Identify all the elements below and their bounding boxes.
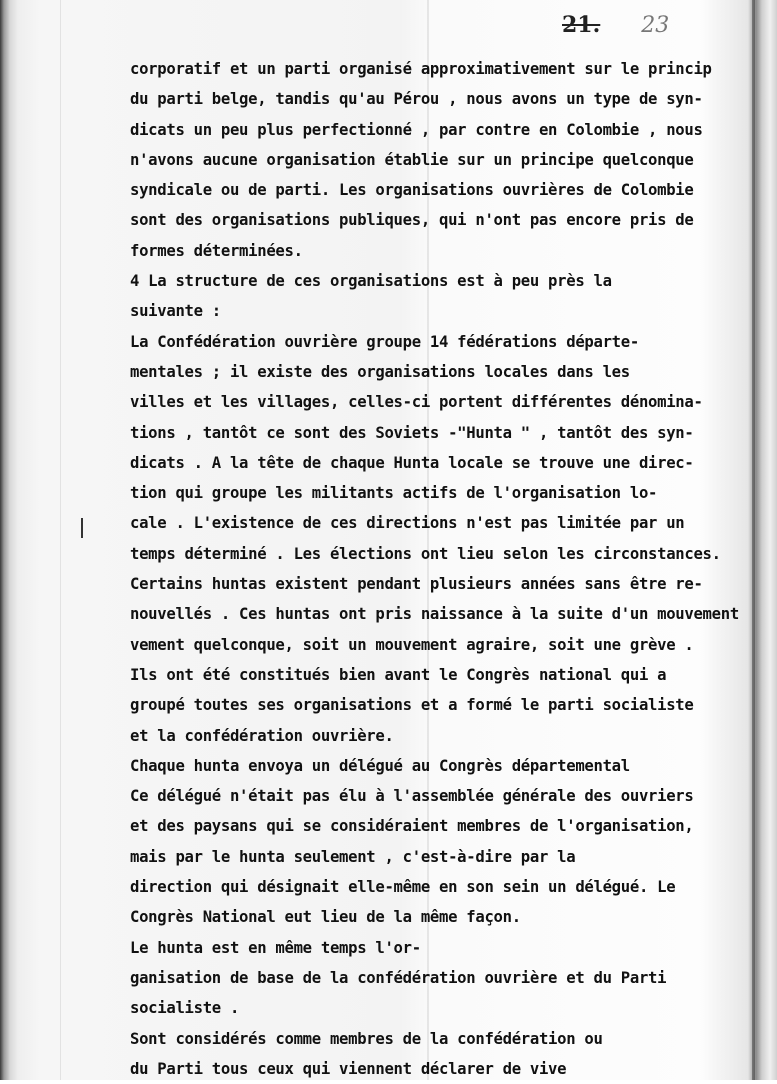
text-line: direction qui désignait elle-même en son sein un délégué. Le <box>130 878 676 897</box>
text-line: mentales ; il existe des organisations locales dans les <box>130 362 630 381</box>
text-line: sont des organisations publiques, qui n'ont pas encore pris de <box>130 211 694 230</box>
scan-streak <box>60 0 61 1080</box>
text-line: 4 La structure de ces organisations est à peu près la <box>130 272 612 291</box>
text-line: nouvellés . Ces huntas ont pris naissance à la suite d'un mouvement <box>130 605 739 624</box>
text-line: formes déterminées. <box>130 241 303 260</box>
text-line: Certains huntas existent pendant plusieurs années sans être re- <box>130 575 703 594</box>
text-line: tion qui groupe les militants actifs de l'organisation lo- <box>130 484 658 503</box>
text-line: groupé toutes ses organisations et a formé le parti socialiste <box>130 696 694 715</box>
text-line: et la confédération ouvrière. <box>130 726 394 745</box>
text-line: suivante : <box>130 302 221 321</box>
text-line: Ce délégué n'était pas élu à l'assemblée générale des ouvriers <box>130 787 694 806</box>
page-number-struck: 21. <box>562 12 601 38</box>
text-line: cale . L'existence de ces directions n'est pas limitée par un <box>130 514 685 533</box>
text-line: mais par le hunta seulement , c'est-à-dire par la <box>130 847 576 866</box>
text-line: Le hunta est en même temps l'or- <box>130 938 421 957</box>
text-line: ganisation de base de la confédération ouvrière et du Parti <box>130 968 667 987</box>
text-line: syndicale ou de parti. Les organisations ouvrières de Colombie <box>130 181 694 200</box>
text-line: tions , tantôt ce sont des Soviets -"Hunta " , tantôt des syn- <box>130 423 694 442</box>
text-line: villes et les villages, celles-ci portent différentes dénomina- <box>130 393 703 412</box>
text-line: socialiste . <box>130 999 240 1018</box>
typed-document-body <box>130 54 739 1084</box>
text-line: dicats . A la tête de chaque Hunta locale se trouve une direc- <box>130 453 694 472</box>
margin-mark <box>81 518 83 538</box>
text-line: corporatif et un parti organisé approximativement sur le princip <box>130 60 712 78</box>
text-line: du Parti tous ceux qui viennent déclarer de vive <box>130 1059 567 1078</box>
text-line: Ils ont été constitués bien avant le Congrès national qui a <box>130 665 667 684</box>
text-line: La Confédération ouvrière groupe 14 fédérations départe- <box>130 332 639 351</box>
text-line: Chaque hunta envoya un délégué au Congrès départemental <box>130 756 630 775</box>
text-line: du parti belge, tandis qu'au Pérou , nous avons un type de syn- <box>130 90 703 109</box>
scan-streak <box>752 0 755 1080</box>
text-line: vement quelconque, soit un mouvement agraire, soit une grève . <box>130 635 694 654</box>
text-line: temps déterminé . Les élections ont lieu selon les circonstances. <box>130 544 721 563</box>
text-line: Sont considérés comme membres de la confédération ou <box>130 1029 603 1048</box>
text-line: dicats un peu plus perfectionné , par contre en Colombie , nous <box>130 120 703 139</box>
page-number <box>562 12 669 38</box>
text-line: Congrès National eut lieu de la même façon. <box>130 908 521 927</box>
text-line: n'avons aucune organisation établie sur un principe quelconque <box>130 150 694 169</box>
page-number-handwritten: 23 <box>641 13 670 38</box>
text-line: et des paysans qui se considéraient membres de l'organisation, <box>130 817 694 836</box>
